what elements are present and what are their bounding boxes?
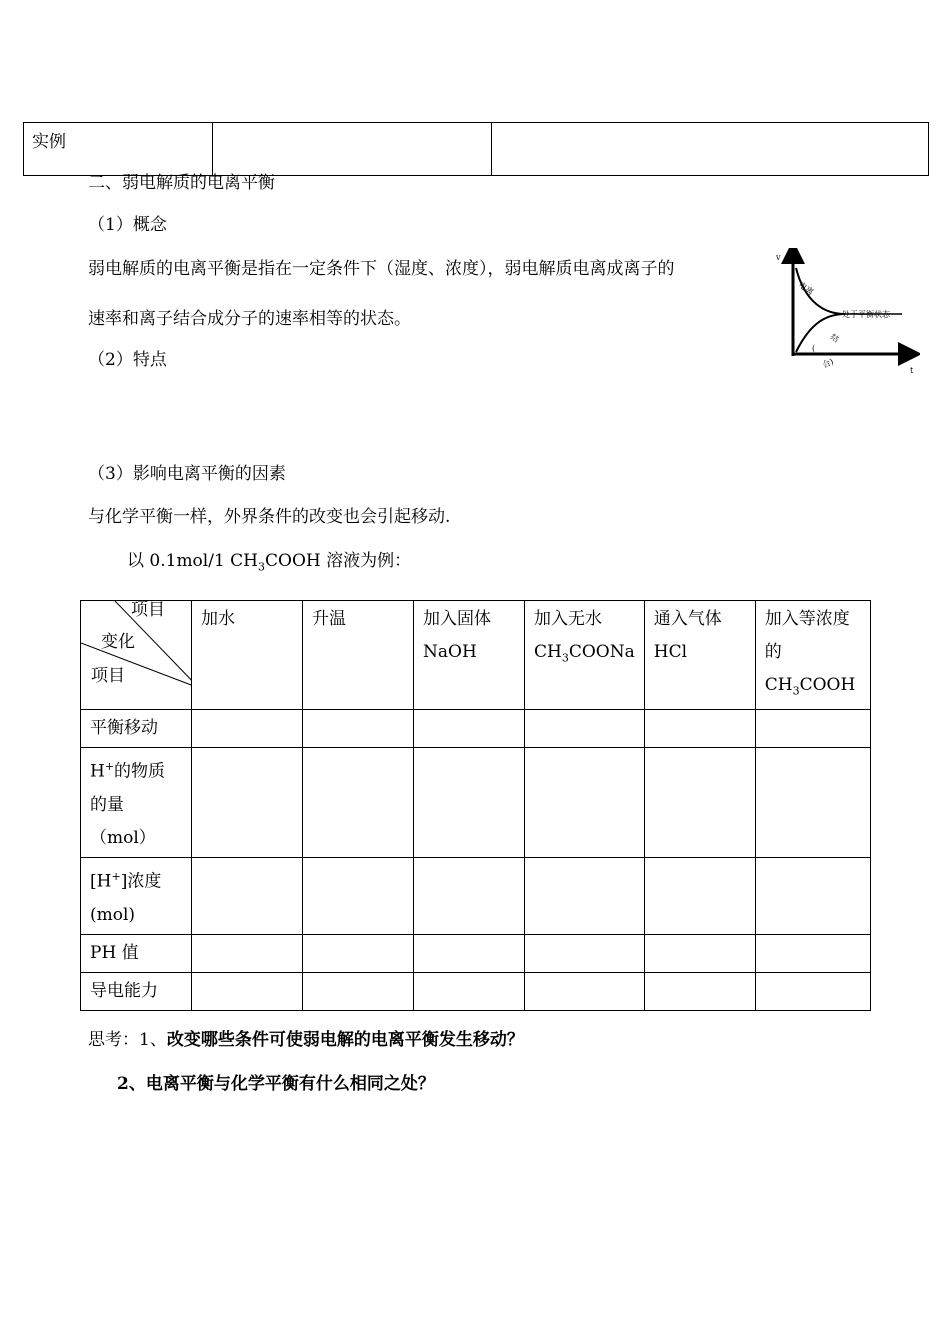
table-cell bbox=[192, 710, 303, 748]
col1-label: 加水 bbox=[201, 609, 235, 629]
col6-label-a: 加入等浓度 bbox=[764, 609, 850, 629]
row2-label-c: （mol） bbox=[90, 828, 156, 849]
col2-label: 升温 bbox=[312, 609, 346, 629]
table-cell bbox=[755, 858, 870, 935]
col4-label-b: $CH_3COONa$ bbox=[534, 642, 635, 665]
think-question-1 bbox=[88, 1029, 524, 1051]
col-header-naoh bbox=[414, 601, 525, 710]
col5-label-a: 通入气体 bbox=[653, 609, 722, 629]
corner-mid-label: 变化 bbox=[101, 632, 135, 652]
rate-time-figure bbox=[770, 248, 920, 383]
col-header-ch3coona bbox=[525, 601, 645, 710]
table-cell bbox=[525, 934, 645, 972]
col3-label-b: NaOH bbox=[423, 642, 477, 662]
table-cell bbox=[525, 710, 645, 748]
row2-label-b: 的量 bbox=[90, 795, 124, 816]
row3-label-b: (mol) bbox=[90, 904, 136, 925]
table-cell bbox=[644, 710, 755, 748]
col-header-ch3cooh bbox=[755, 601, 870, 710]
table-cell bbox=[414, 710, 525, 748]
example-line bbox=[127, 550, 411, 578]
row3-label-a: [H+]浓度 bbox=[90, 870, 162, 892]
table-cell bbox=[525, 858, 645, 935]
equilibrium-state-label: 处于平衡状态 bbox=[842, 310, 890, 319]
row4-label: PH 值 bbox=[90, 942, 139, 963]
col3-label-a: 加入固体 bbox=[423, 609, 491, 629]
table-cell bbox=[303, 972, 414, 1010]
row-header-h-concentration bbox=[81, 858, 192, 935]
row-header-h-amount bbox=[81, 748, 192, 858]
think-prefix: 思考：1、 bbox=[88, 1030, 167, 1050]
row1-label: 平衡移动 bbox=[90, 718, 158, 739]
ionization-equilibrium-table bbox=[80, 600, 871, 1011]
col6-label-c: $CH_3COOH$ bbox=[764, 675, 856, 698]
table-cell bbox=[192, 748, 303, 858]
top-table-label-cell bbox=[24, 123, 213, 176]
factor-heading: （3）影响电离平衡的因素 bbox=[88, 464, 286, 484]
col6-label-b: 的 bbox=[764, 642, 782, 662]
corner-header-cell bbox=[81, 601, 192, 710]
table-cell bbox=[414, 972, 525, 1010]
concept-heading: （1）概念 bbox=[88, 215, 167, 235]
table-cell bbox=[303, 748, 414, 858]
top-table-cell bbox=[492, 123, 929, 176]
col5-label-b: HCl bbox=[653, 642, 688, 662]
row-header-ph bbox=[81, 934, 192, 972]
table-cell bbox=[755, 972, 870, 1010]
lower-curve-label-c: 合) bbox=[821, 356, 835, 370]
col-header-heat bbox=[303, 601, 414, 710]
corner-bottom-label: 项目 bbox=[91, 666, 125, 686]
y-axis-label: v bbox=[776, 253, 781, 262]
table-cell bbox=[755, 934, 870, 972]
table-cell bbox=[303, 710, 414, 748]
table-cell bbox=[644, 858, 755, 935]
think-q1-text: 改变哪些条件可使弱电解的电离平衡发生移动？ bbox=[166, 1030, 524, 1050]
corner-top-label: 项目 bbox=[131, 600, 165, 620]
table-cell bbox=[525, 972, 645, 1010]
table-cell bbox=[414, 748, 525, 858]
table-cell bbox=[414, 858, 525, 935]
top-table-cell bbox=[213, 123, 492, 176]
top-table bbox=[23, 122, 929, 176]
col4-label-a: 加入无水 bbox=[534, 609, 602, 629]
table-cell bbox=[414, 934, 525, 972]
table-cell bbox=[303, 858, 414, 935]
row-header-equilibrium-shift bbox=[81, 710, 192, 748]
table-cell bbox=[192, 858, 303, 935]
lower-curve-label-a: ( bbox=[812, 344, 816, 353]
table-cell bbox=[644, 748, 755, 858]
table-cell bbox=[525, 748, 645, 858]
table-cell bbox=[303, 934, 414, 972]
col-header-add-water bbox=[192, 601, 303, 710]
feature-heading: （2）特点 bbox=[88, 350, 167, 370]
row2-label-a: H+的物质 bbox=[90, 760, 166, 783]
section-title: 二、弱电解质的电离平衡 bbox=[88, 173, 275, 193]
col-header-hcl bbox=[644, 601, 755, 710]
concept-line-2: 速率和离子结合成分子的速率相等的状态。 bbox=[88, 309, 411, 329]
row-header-conductivity bbox=[81, 972, 192, 1010]
think-question-2: 2、电离平衡与化学平衡有什么相同之处？ bbox=[117, 1074, 435, 1094]
x-axis-label: t bbox=[910, 366, 914, 375]
table-cell bbox=[644, 972, 755, 1010]
upper-curve-label: 电离 bbox=[796, 280, 816, 297]
table-cell bbox=[192, 972, 303, 1010]
table-cell bbox=[644, 934, 755, 972]
example-sub: 3 bbox=[258, 560, 266, 574]
table-cell bbox=[755, 748, 870, 858]
concept-line-1: 弱电解质的电离平衡是指在一定条件下（湿度、浓度），弱电解质电离成离子的 bbox=[88, 259, 675, 279]
table-cell bbox=[755, 710, 870, 748]
example-post: COOH 溶液为例： bbox=[265, 551, 412, 571]
top-table-row-label: 实例 bbox=[32, 132, 66, 152]
row5-label: 导电能力 bbox=[90, 980, 158, 1001]
combination-rate-curve bbox=[796, 314, 845, 352]
table-cell bbox=[192, 934, 303, 972]
example-pre: 以 0.1mol/1 CH bbox=[127, 551, 259, 571]
factor-text: 与化学平衡一样，外界条件的改变也会引起移动. bbox=[88, 507, 451, 527]
lower-curve-label-b: 结 bbox=[828, 332, 841, 345]
